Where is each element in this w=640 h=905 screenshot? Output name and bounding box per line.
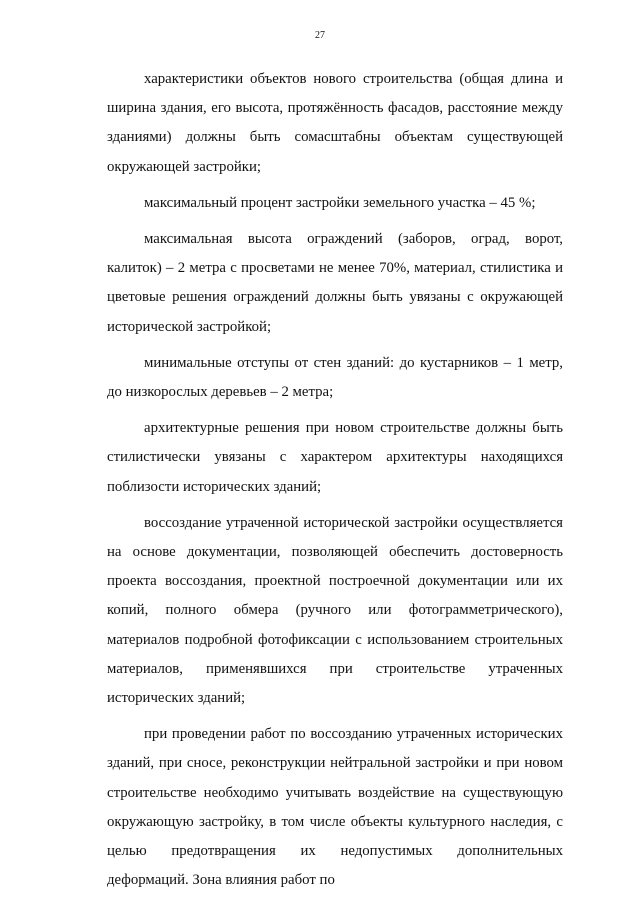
paragraph-min-setbacks: минимальные отступы от стен зданий: до кустарников – 1 метр, до низкорослых деревьев – 2 метра; (107, 354, 563, 401)
paragraph-building-characteristics: характеристики объектов нового строительства (общая длина и ширина здания, его высота, протяжённость фасадов, расстояние между зданиями) должны быть сомасштабны объектам существующей окружающей застройки; (107, 71, 563, 175)
paragraph-max-building-percent: максимальный процент застройки земельного участка – 45 %; (144, 194, 536, 211)
paragraph-max-fence-height: максимальная высота ограждений (заборов, оград, ворот, калиток) – 2 метра с просветами не менее 70%, материал, стилистика и цветовые решения ограждений должны быть увязаны с окружающей исторической застройкой; (107, 231, 563, 335)
paragraph-reconstruction-basis: воссоздание утраченной исторической застройки осуществляется на основе документации, позволяющей обеспечить достоверность проекта воссоздания, проектной построечной документации или их копий, полного обмера (ручного или фотограмметрического), материалов подробной фотофиксации с использованием строительных материалов, применявшихся при строительстве утраченных исторических зданий; (107, 514, 563, 707)
paragraph-architectural-solutions: архитектурные решения при новом строительстве должны быть стилистически увязаны с характером архитектуры находящихся поблизости исторических зданий; (107, 420, 563, 495)
page-number: 27 (315, 30, 325, 41)
paragraph-impact-consideration: при проведении работ по воссозданию утраченных исторических зданий, при сносе, реконструкции нейтральной застройки и при новом строительстве необходимо учитывать воздействие на существующую окружающую застройку, в том числе объекты культурного наследия, с целью предотвращения их недопустимых дополнительных деформаций. Зона влияния работ по (107, 726, 563, 889)
document-body (107, 65, 563, 895)
